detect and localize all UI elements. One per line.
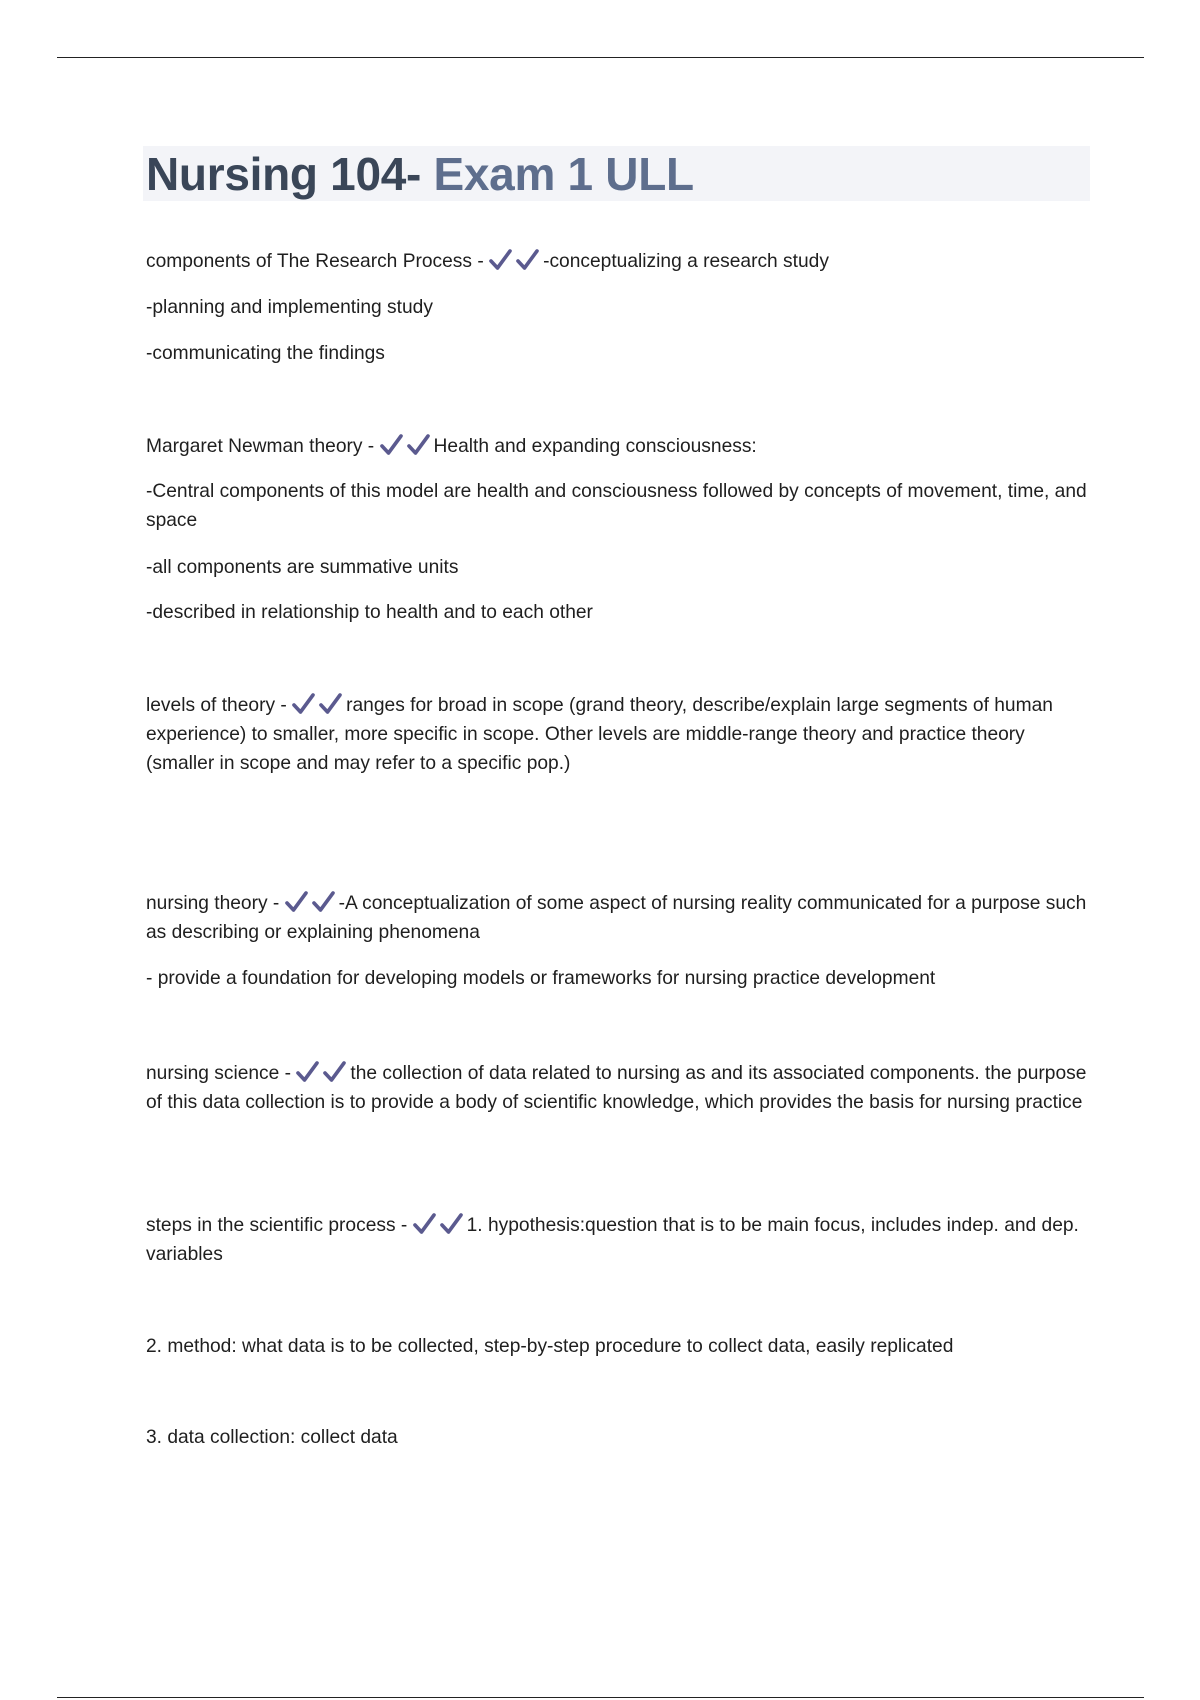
term-label: components of The Research Process - [146, 251, 484, 272]
term-margaret-newman-theory [146, 432, 1096, 461]
document-title [146, 147, 694, 202]
checkmark-icon [292, 693, 315, 715]
checkmark-icon [516, 249, 539, 271]
checkmark-icon [380, 434, 403, 456]
checkmark-icon [323, 1061, 346, 1083]
checkmark-icon [312, 891, 335, 913]
term-definition: 1. hypothesis:question that is to be main focus, includes indep. and dep. variables [146, 1215, 1079, 1265]
term-scientific-process [146, 1211, 1096, 1269]
term-label: steps in the scientific process - [146, 1215, 408, 1236]
checkmark-icon [489, 249, 512, 271]
top-rule [57, 57, 1144, 58]
term-label: nursing theory - [146, 893, 280, 914]
checkmark-icon [440, 1213, 463, 1235]
term-nursing-science [146, 1059, 1096, 1117]
definition-line: 2. method: what data is to be collected, step-by-step procedure to collect data, easily replicated [146, 1336, 954, 1357]
checkmark-icon [407, 434, 430, 456]
checkmark-icon [285, 891, 308, 913]
definition-line: 3. data collection: collect data [146, 1427, 398, 1448]
definition-line: - provide a foundation for developing models or frameworks for nursing practice development [146, 968, 936, 989]
term-label: nursing science - [146, 1063, 292, 1084]
title-exam: Exam 1 ULL [433, 148, 694, 200]
term-nursing-theory [146, 889, 1096, 947]
title-course: Nursing 104- [146, 148, 422, 200]
definition-line: -Central components of this model are health and consciousness followed by concepts of movement, time, and space [146, 481, 1087, 531]
bottom-rule [57, 1697, 1144, 1698]
definition-line: -planning and implementing study [146, 297, 433, 318]
term-levels-of-theory [146, 691, 1096, 778]
term-components-research-process [146, 247, 1096, 276]
term-definition: ranges for broad in scope (grand theory, describe/explain large segments of human experience) to smaller, more specific in scope. Other levels are middle-range theory and practice theory (smaller in scope and may refer to a specific pop.) [146, 695, 1053, 774]
term-definition: Health and expanding consciousness: [433, 436, 757, 457]
definition-line: -communicating the findings [146, 343, 385, 364]
term-definition: -conceptualizing a research study [543, 251, 829, 272]
term-label: Margaret Newman theory - [146, 436, 375, 457]
term-definition: -A conceptualization of some aspect of nursing reality communicated for a purpose such as describing or explaining phenomena [146, 893, 1087, 943]
checkmark-icon [319, 693, 342, 715]
term-definition: the collection of data related to nursing as and its associated components. the purpose of this data collection is to provide a body of scientific knowledge, which provides the basis for nursing practice [146, 1063, 1087, 1113]
definition-line: -described in relationship to health and to each other [146, 602, 593, 623]
checkmark-icon [296, 1061, 319, 1083]
term-label: levels of theory - [146, 695, 287, 716]
definition-line: -all components are summative units [146, 557, 459, 578]
checkmark-icon [413, 1213, 436, 1235]
